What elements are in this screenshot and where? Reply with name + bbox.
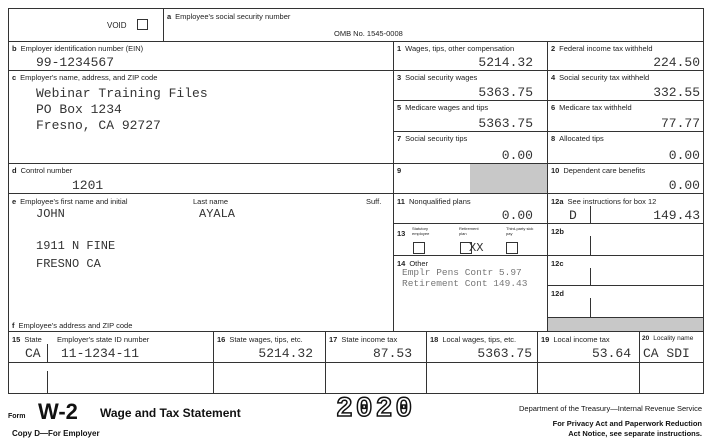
federal-tax-value: 224.50 xyxy=(653,55,700,70)
wages-value: 5214.32 xyxy=(478,55,533,70)
state-row-2-f xyxy=(639,362,704,394)
privacy-notice-1: For Privacy Act and Paperwork Reduction xyxy=(552,419,702,428)
allocated-tips-value: 0.00 xyxy=(668,148,700,163)
employee-first-name: JOHN xyxy=(36,207,65,221)
treasury-dept: Department of the Treasury—Internal Revenue Service xyxy=(518,404,702,413)
box-14: 14 Other Emplr Pens Contr 5.97 Retirement Cont 149.43 xyxy=(393,255,548,332)
dependent-care-value: 0.00 xyxy=(668,178,700,193)
state-row-2-divider xyxy=(47,371,48,394)
employee-city: FRESNO CA xyxy=(36,257,101,271)
ss-tips-value: 0.00 xyxy=(501,148,533,163)
box-6: 6 Medicare tax withheld 77.77 xyxy=(547,100,704,132)
form-title: Wage and Tax Statement xyxy=(100,406,241,420)
ein-label: Employer identification number (EIN) xyxy=(20,44,144,53)
local-wages-value: 5363.75 xyxy=(477,346,532,361)
box-16: 16 State wages, tips, etc. 5214.32 xyxy=(213,331,326,363)
state-wages-label: State wages, tips, etc. xyxy=(229,335,303,344)
box-12d: 12d xyxy=(547,285,704,318)
nonqualified-label: Nonqualified plans xyxy=(408,197,471,206)
employee-address-label: Employee's address and ZIP code xyxy=(18,321,133,330)
last-name-label: Last name xyxy=(193,197,229,206)
box12b-divider xyxy=(590,236,591,256)
statutory-label: Statutory employee xyxy=(412,226,430,236)
box-3: 3 Social security wages 5363.75 xyxy=(393,70,548,101)
statutory-checkbox[interactable] xyxy=(413,242,425,254)
other-line-1: Emplr Pens Contr 5.97 xyxy=(402,267,522,278)
box-2: 2 Federal income tax withheld 224.50 xyxy=(547,41,704,71)
federal-tax-label: Federal income tax withheld xyxy=(559,44,653,53)
form-name: W-2 xyxy=(38,399,78,424)
privacy-notice-2: Act Notice, see separate instructions. xyxy=(568,429,702,438)
box-9: 9 xyxy=(393,163,548,194)
thirdparty-checkbox[interactable] xyxy=(506,242,518,254)
locality-value: CA SDI xyxy=(643,346,690,361)
form-word: Form xyxy=(8,413,26,420)
dependent-care-label: Dependent care benefits xyxy=(563,166,646,175)
box12-instructions-label: See instructions for box 12 xyxy=(567,197,657,206)
omb-box xyxy=(324,8,704,42)
omb-number: OMB No. 1545-0008 xyxy=(334,29,403,38)
box-12c: 12c xyxy=(547,255,704,286)
box-5: 5 Medicare wages and tips 5363.75 xyxy=(393,100,548,132)
box-4: 4 Social security tax withheld 332.55 xyxy=(547,70,704,101)
local-wages-label: Local wages, tips, etc. xyxy=(442,335,517,344)
state-row-2-e xyxy=(537,362,640,394)
medicare-wages-label: Medicare wages and tips xyxy=(405,103,489,112)
ssn-label: Employee's social security number xyxy=(175,12,291,21)
ss-wages-value: 5363.75 xyxy=(478,85,533,100)
state-tax-value: 87.53 xyxy=(372,346,412,361)
void-label: VOID xyxy=(107,21,127,30)
box-18: 18 Local wages, tips, etc. 5363.75 xyxy=(426,331,538,363)
box12a-code: D xyxy=(569,208,577,223)
local-tax-value: 53.64 xyxy=(591,346,631,361)
employer-city: Fresno, CA 92727 xyxy=(36,118,161,133)
box-d: d Control number 1201 xyxy=(8,163,394,194)
retirement-mark: XX xyxy=(469,241,484,255)
state-value: CA xyxy=(25,346,41,361)
state-tax-label: State income tax xyxy=(341,335,398,344)
local-tax-label: Local income tax xyxy=(553,335,610,344)
medicare-tax-value: 77.77 xyxy=(660,116,700,131)
other-label: Other xyxy=(409,259,429,268)
box12d-divider xyxy=(590,298,591,318)
void-box xyxy=(8,8,164,42)
medicare-tax-label: Medicare tax withheld xyxy=(559,103,632,112)
state-row-2-a xyxy=(8,362,214,394)
state-divider xyxy=(47,344,48,363)
box-c: c Employer's name, address, and ZIP code Webinar Training Files PO Box 1234 Fresno, CA 92727 xyxy=(8,70,394,164)
employer-name: Webinar Training Files xyxy=(36,86,208,101)
state-row-2-d xyxy=(426,362,538,394)
box12c-divider xyxy=(590,268,591,286)
ssn-box: a Employee's social security number xyxy=(163,8,325,42)
box-20: 20 Locality name CA SDI xyxy=(639,331,704,363)
first-name-label: Employee's first name and initial xyxy=(20,197,128,206)
box-12a: 12a See instructions for box 12 D 149.43 xyxy=(547,193,704,224)
box-17: 17 State income tax 87.53 xyxy=(325,331,427,363)
box-10: 10 Dependent care benefits 0.00 xyxy=(547,163,704,194)
right-shaded-strip xyxy=(547,317,704,332)
ss-tax-label: Social security tax withheld xyxy=(559,73,650,82)
employee-last-name: AYALA xyxy=(199,207,236,221)
ein-value: 99-1234567 xyxy=(36,55,115,70)
employer-name-label: Employer's name, address, and ZIP code xyxy=(20,73,158,82)
box-9-shaded xyxy=(470,164,547,193)
void-checkbox[interactable] xyxy=(137,19,148,30)
locality-label: Locality name xyxy=(653,335,694,342)
employee-address: 1911 N FINE xyxy=(36,239,116,253)
box-e-f: e Employee's first name and initial Last name Suff. JOHN AYALA 1911 N FINE FRESNO CA f Employee's address and ZIP code xyxy=(8,193,394,332)
nonqualified-value: 0.00 xyxy=(501,208,533,223)
box12a-divider xyxy=(590,206,591,224)
allocated-tips-label: Allocated tips xyxy=(559,134,604,143)
wages-label: Wages, tips, other compensation xyxy=(405,44,515,53)
box-15: 15 State Employer's state ID number CA 11-1234-11 xyxy=(8,331,214,363)
box-13: 13 Statutory employee Retirement plan Third-party sick pay XX xyxy=(393,223,548,256)
state-id-value: 11-1234-11 xyxy=(61,346,140,361)
state-label: State xyxy=(24,335,42,344)
thirdparty-label: Third-party sick pay xyxy=(506,226,534,236)
box-19: 19 Local income tax 53.64 xyxy=(537,331,640,363)
ss-wages-label: Social security wages xyxy=(405,73,478,82)
box12a-value: 149.43 xyxy=(653,208,700,223)
box-8: 8 Allocated tips 0.00 xyxy=(547,131,704,164)
ss-tax-value: 332.55 xyxy=(653,85,700,100)
retirement-label: Retirement plan xyxy=(459,226,479,236)
tax-year: 2020 xyxy=(336,394,416,425)
state-row-2-b xyxy=(213,362,326,394)
box-12b: 12b xyxy=(547,223,704,256)
box-1: 1 Wages, tips, other compensation 5214.32 xyxy=(393,41,548,71)
box-11: 11 Nonqualified plans 0.00 xyxy=(393,193,548,224)
box-7: 7 Social security tips 0.00 xyxy=(393,131,548,164)
medicare-wages-value: 5363.75 xyxy=(478,116,533,131)
state-id-label: Employer's state ID number xyxy=(57,335,150,344)
suffix-label: Suff. xyxy=(366,197,382,206)
copy-designation: Copy D—For Employer xyxy=(12,429,100,438)
control-number-label: Control number xyxy=(20,166,73,175)
state-wages-value: 5214.32 xyxy=(258,346,313,361)
box-b: b Employer identification number (EIN) 99-1234567 xyxy=(8,41,394,71)
state-row-2-c xyxy=(325,362,427,394)
ss-tips-label: Social security tips xyxy=(405,134,468,143)
employer-address: PO Box 1234 xyxy=(36,102,122,117)
other-line-2: Retirement Cont 149.43 xyxy=(402,278,528,289)
control-number: 1201 xyxy=(72,178,104,193)
